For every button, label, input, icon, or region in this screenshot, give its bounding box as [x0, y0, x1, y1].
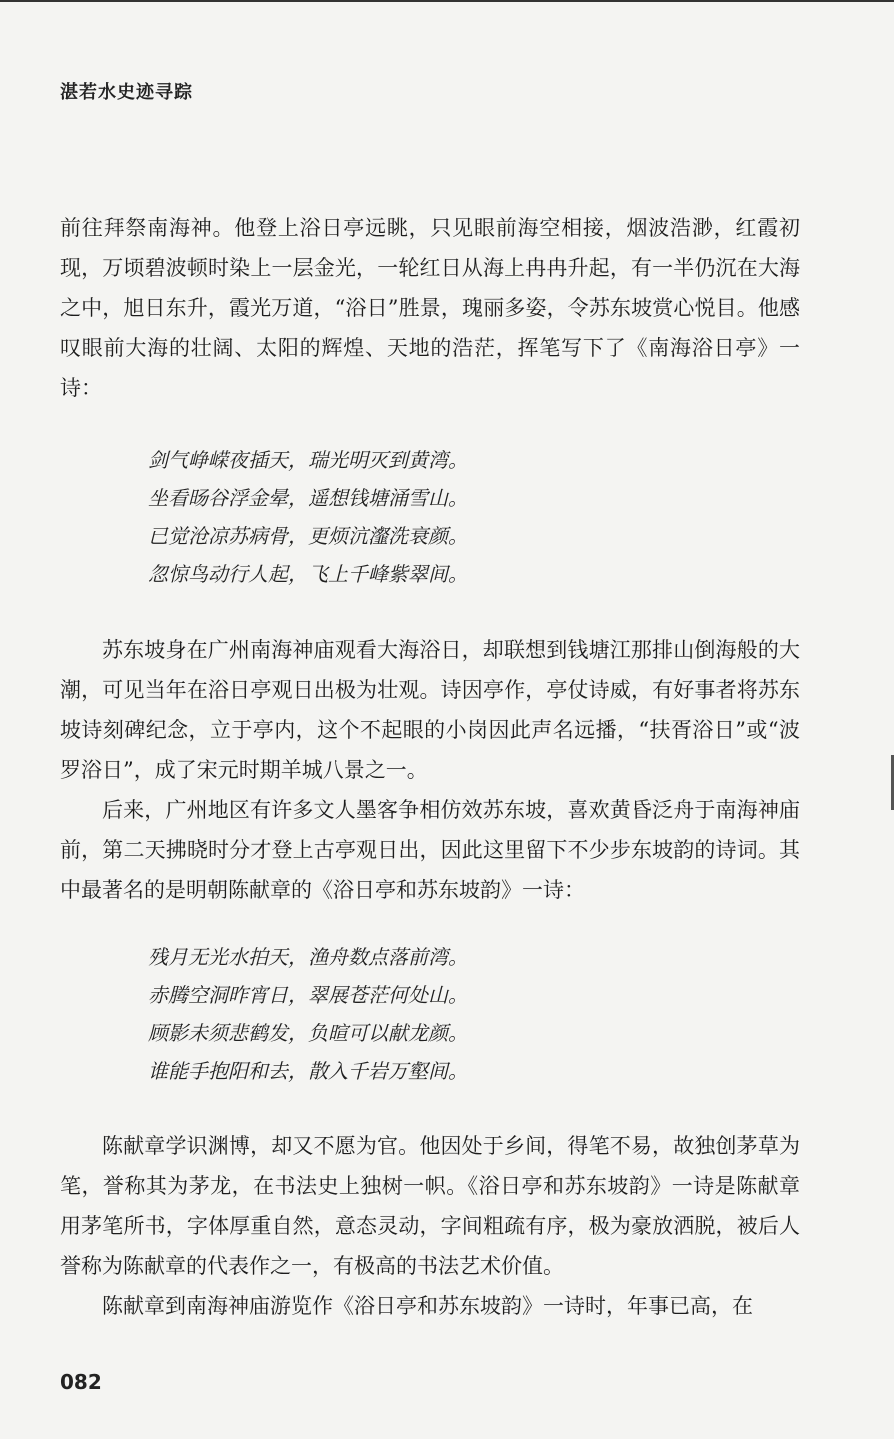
poem-line: 忽惊鸟动行人起，飞上千峰紫翠间。: [148, 562, 468, 586]
paragraph-3: 后来，广州地区有许多文人墨客争相仿效苏东坡，喜欢黄昏泛舟于南海神庙前，第二天拂晓时分才登上古亭观日出，因此这里留下不少步东坡韵的诗词。其中最著名的是明朝陈献章的《浴日亭和苏东坡韵》一诗：: [60, 798, 800, 902]
poem-line: 谁能手抱阳和去，散入千岩万壑间。: [148, 1059, 468, 1083]
top-rule: [0, 0, 894, 2]
running-header: 湛若水史迹寻踪: [60, 82, 193, 103]
poem-line: 剑气峥嵘夜插天，瑞光明灭到黄湾。: [148, 448, 468, 472]
poem-line: 顾影未须悲鹤发，负暄可以献龙颜。: [148, 1021, 468, 1045]
poem-line: 残月无光水拍天，渔舟数点落前湾。: [148, 945, 468, 969]
poem-line: 坐看旸谷浮金晕，遥想钱塘涌雪山。: [148, 486, 468, 510]
poem-su-dongpo: [148, 441, 708, 593]
poem-chen-xianzhang: [148, 938, 708, 1090]
page-number: 082: [60, 1370, 102, 1394]
paragraph-1: 前往拜祭南海神。他登上浴日亭远眺，只见眼前海空相接，烟波浩渺，红霞初现，万顷碧波顿时染上一层金光，一轮红日从海上冉冉升起，有一半仍沉在大海之中，旭日东升，霞光万道，“浴日”胜景，瑰丽多姿，令苏东坡赏心悦目。他感叹眼前大海的壮阔、太阳的辉煌、天地的浩茫，挥笔写下了《南海浴日亭》一诗：: [60, 216, 800, 400]
poem-line: 赤腾空洞昨宵日，翠展苍茫何处山。: [148, 983, 468, 1007]
paragraph-5: 陈献章到南海神庙游览作《浴日亭和苏东坡韵》一诗时，年事已高，在: [102, 1294, 753, 1318]
paragraph-2: 苏东坡身在广州南海神庙观看大海浴日，却联想到钱塘江那排山倒海般的大潮，可见当年在浴日亭观日出极为壮观。诗因亭作，亭仗诗威，有好事者将苏东坡诗刻碑纪念，立于亭内，这个不起眼的小岗因此声名远播，“扶胥浴日”或“波罗浴日”，成了宋元时期羊城八景之一。: [60, 638, 800, 782]
paragraph-4: 陈献章学识渊博，却又不愿为官。他因处于乡间，得笔不易，故独创茅草为笔，誉称其为茅龙，在书法史上独树一帜。《浴日亭和苏东坡韵》一诗是陈献章用茅笔所书，字体厚重自然，意态灵动，字间粗疏有序，极为豪放洒脱，被后人誉称为陈献章的代表作之一，有极高的书法艺术价值。: [60, 1134, 800, 1278]
poem-line: 已觉沧凉苏病骨，更烦沆瀣洗衰颜。: [148, 524, 468, 548]
